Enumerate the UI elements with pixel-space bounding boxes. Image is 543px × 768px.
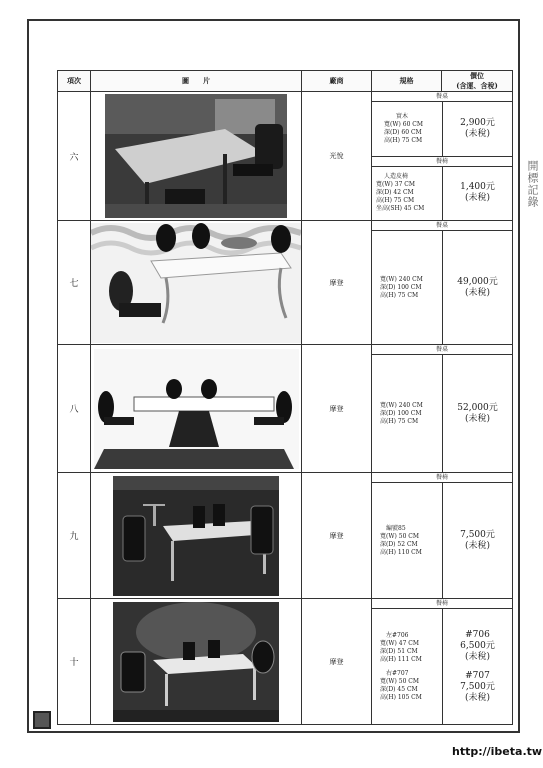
category-label: 餐椅: [372, 156, 512, 167]
price-block: 7,500元 (未稅): [460, 529, 495, 551]
spec-list: 寬(W) 240 CM 深(D) 100 CM 高(H) 75 CM: [380, 401, 423, 425]
row-detail: [372, 92, 513, 221]
header-no: 項次: [58, 71, 91, 92]
price-block: #706 6,500元 (未稅) #707 7,500元 (未稅): [460, 629, 495, 703]
side-margin-text: 開標記錄: [526, 160, 539, 208]
category-label: 餐椅: [372, 473, 512, 483]
product-photo: [94, 349, 299, 469]
table-row: [58, 473, 513, 599]
price-block: 1,400元 (未稅): [460, 182, 495, 204]
spec-list: 左#706 寬(W) 47 CM 深(D) 51 CM 高(H) 111 CM: [380, 631, 422, 663]
category-label: 餐椅: [372, 599, 512, 609]
row-image-cell: [91, 221, 302, 345]
price-block: 49,000元 (未稅): [457, 276, 498, 298]
row-vendor: 摩登: [302, 473, 372, 599]
table-row: [58, 92, 513, 221]
watermark-url: http://ibeta.tw: [452, 745, 543, 758]
spec-list: 實木 寬(W) 60 CM 深(D) 60 CM 高(H) 75 CM: [384, 112, 424, 144]
product-photo: [113, 476, 279, 596]
category-label: 餐桌: [372, 345, 512, 355]
spec-list: 寬(W) 240 CM 深(D) 100 CM 高(H) 75 CM: [380, 275, 423, 299]
row-image-cell: [91, 92, 302, 221]
header-price-line1: 價位: [470, 71, 484, 80]
row-number: 七: [58, 221, 91, 345]
row-detail: [372, 345, 513, 473]
product-photo: [105, 94, 287, 218]
spec-list: 編號85 寬(W) 50 CM 深(D) 52 CM 高(H) 110 CM: [380, 524, 422, 556]
price-block: 52,000元 (未稅): [457, 402, 498, 424]
row-detail: [372, 221, 513, 345]
product-photo: [91, 223, 301, 343]
header-price-line2: (含運、含稅): [456, 81, 498, 90]
row-number: 十: [58, 599, 91, 725]
row-image-cell: [91, 473, 302, 599]
table-row: [58, 345, 513, 473]
row-detail: [372, 473, 513, 599]
table-row: [58, 221, 513, 345]
row-vendor: 摩登: [302, 599, 372, 725]
row-number: 九: [58, 473, 91, 599]
row-detail: [372, 599, 513, 725]
furniture-table: [57, 70, 513, 725]
category-label: 餐桌: [372, 221, 512, 231]
header-vendor: 廠商: [302, 71, 372, 92]
spec-list: 右#707 寬(W) 50 CM 深(D) 45 CM 高(H) 105 CM: [380, 669, 422, 701]
header-image: 圖 片: [91, 71, 302, 92]
row-image-cell: [91, 599, 302, 725]
row-vendor: 摩登: [302, 221, 372, 345]
header-price: [442, 71, 513, 92]
row-vendor: 光悅: [302, 92, 372, 221]
header-spec: 規格: [372, 71, 442, 92]
row-vendor: 摩登: [302, 345, 372, 473]
row-image-cell: [91, 345, 302, 473]
row-number: 八: [58, 345, 91, 473]
spec-list: 人造皮椅 寬(W) 37 CM 深(D) 42 CM 高(H) 75 CM 坐高(SH) 45 CM: [376, 173, 425, 213]
table-header: [58, 71, 513, 92]
row-number: 六: [58, 92, 91, 221]
category-label: 餐桌: [372, 92, 512, 102]
product-photo: [113, 602, 279, 722]
price-block: 2,900元 (未稅): [460, 117, 495, 139]
table-row: [58, 599, 513, 725]
corner-mark: [33, 711, 51, 729]
